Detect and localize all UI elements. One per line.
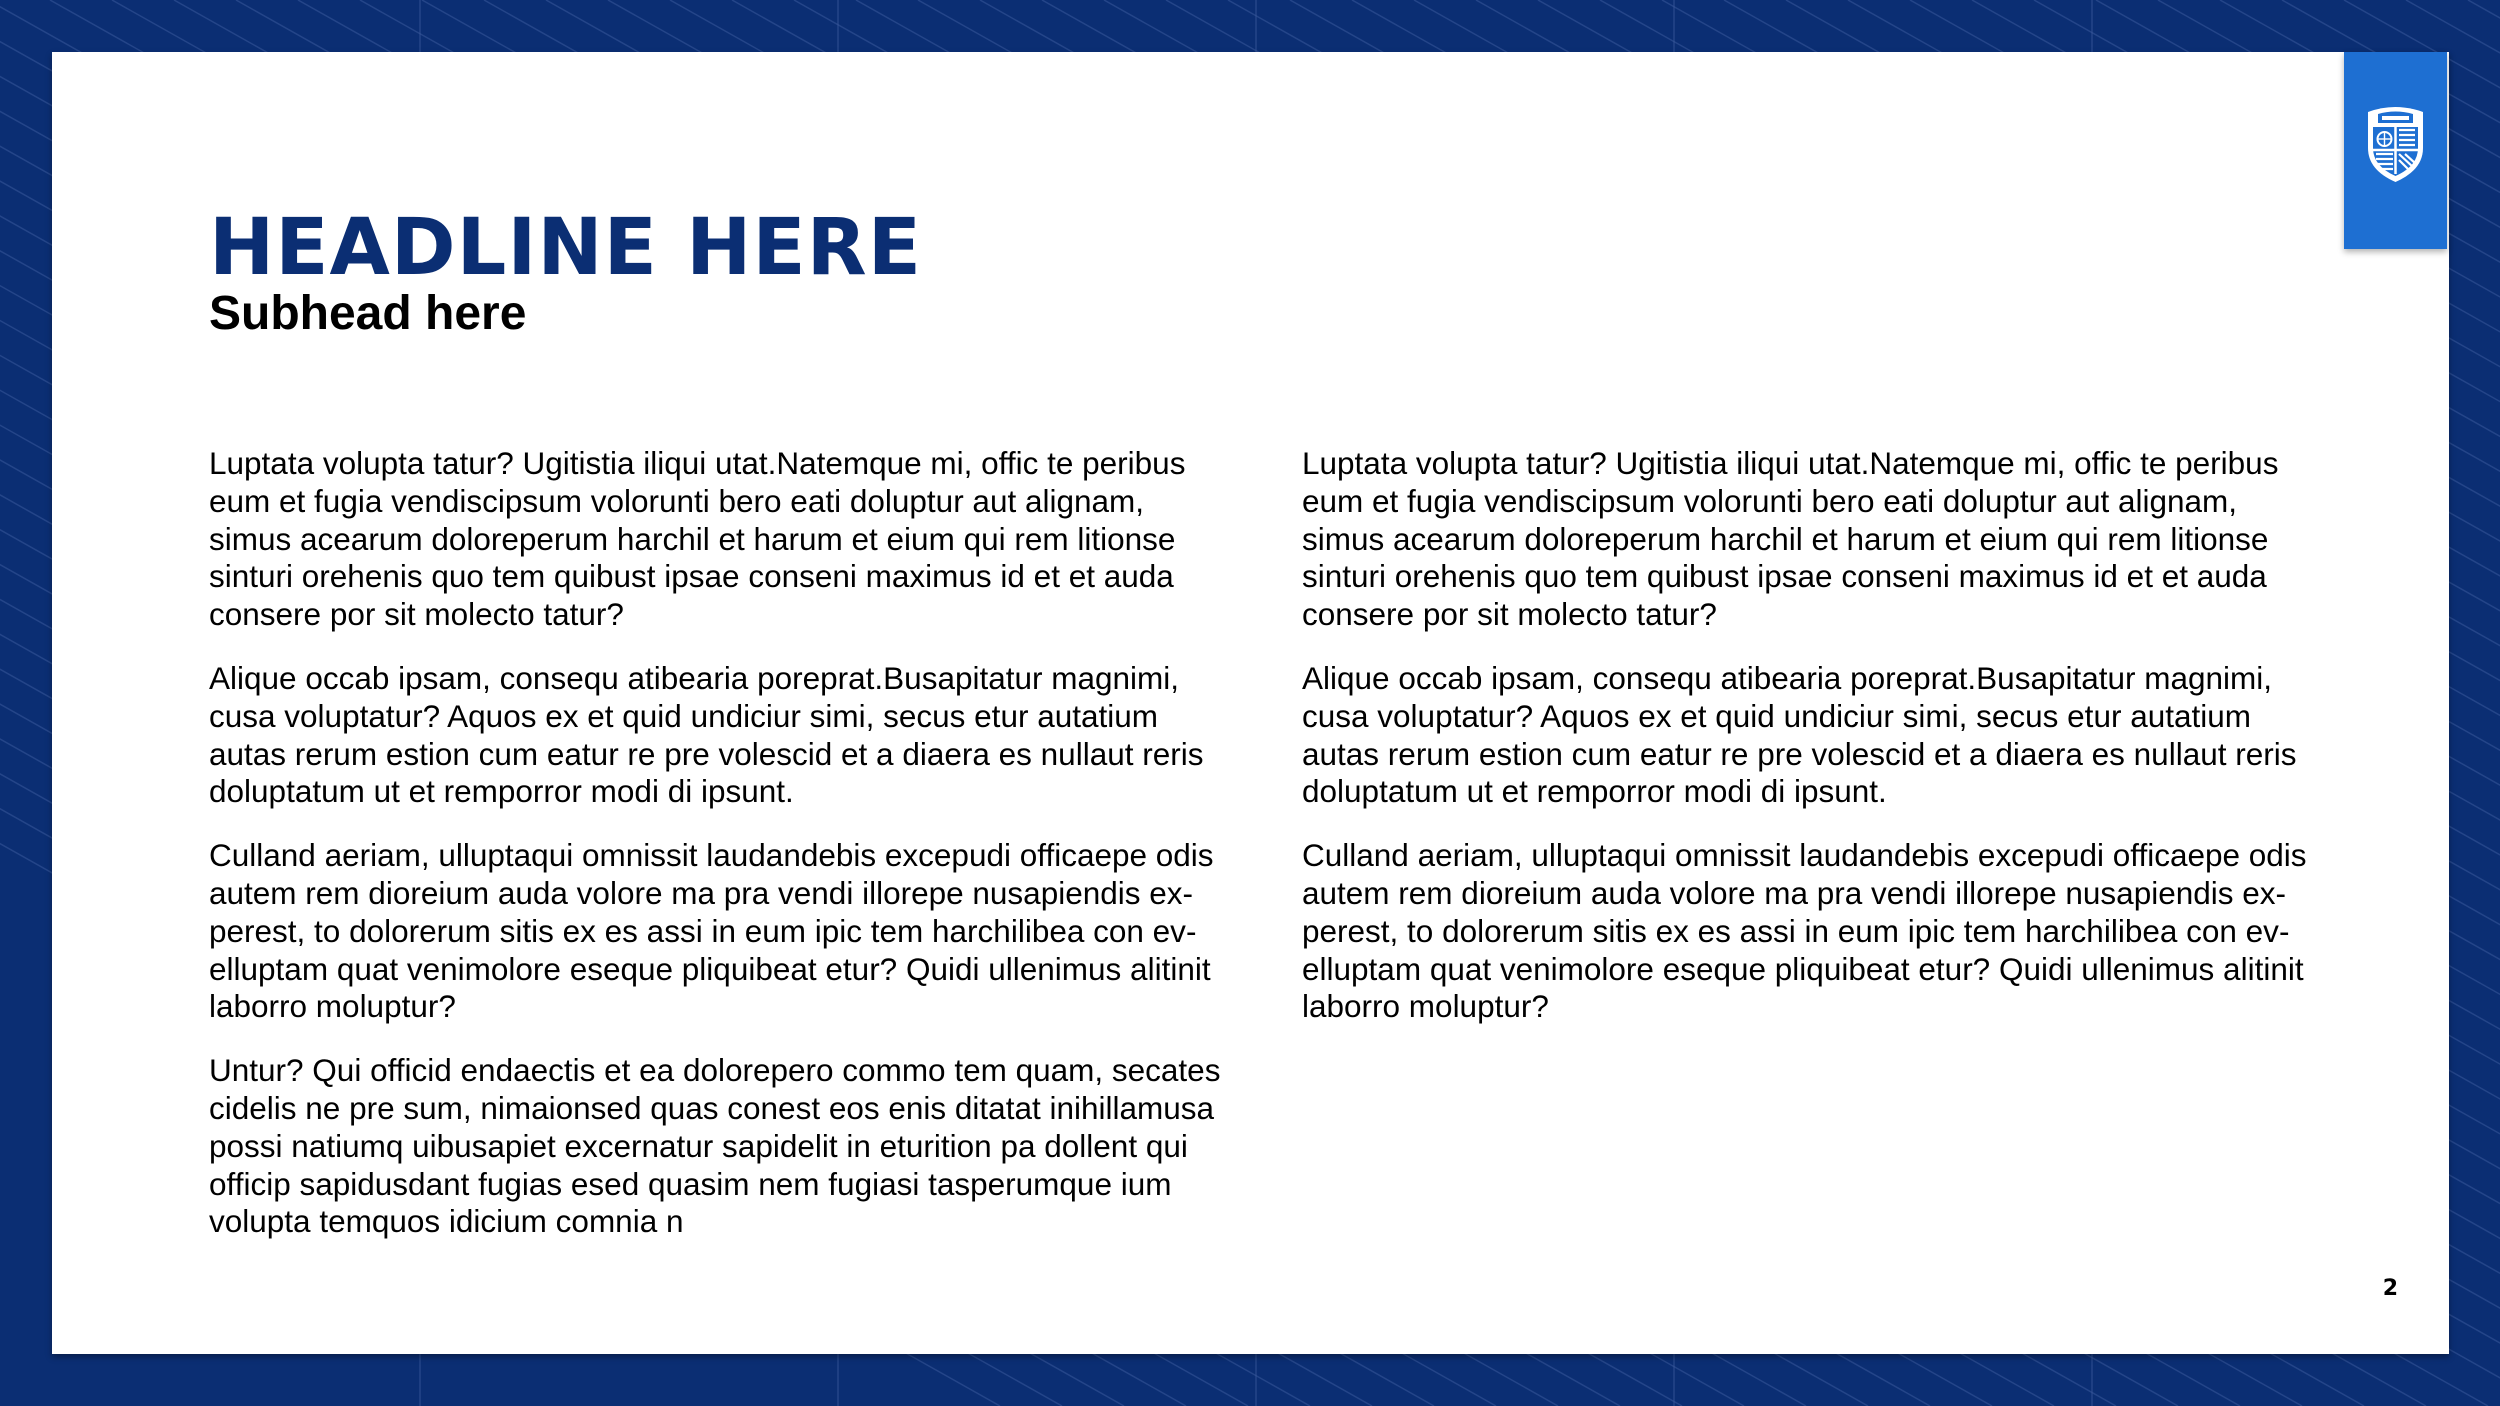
page-number: 2 <box>2382 1276 2398 1301</box>
paragraph: Culland aeriam, ulluptaqui omnissit laudandebis excepudi officaepe odis autem rem dioreium auda volore ma pra vendi illorepe nusapiendis experest, to dolorerum sitis ex es assi in eum ipic tem harchilibea con evelluptam quat venimolore eseque pliquibeat etur? Quidi ullenimus alitinit laborro moluptur? <box>1302 837 2307 1025</box>
logo-tab <box>2344 52 2447 249</box>
paragraph: Alique occab ipsam, consequ atibearia poreprat.Busapitatur magnimi, cusa voluptatur? Aquos ex et quid undiciur simi, secus etur autatium autas rerum estion cum eatur re pre volescid et a diaera es nullaut reris doluptatum ut et remporror modi di ipsunt. <box>1302 659 2297 810</box>
paragraph: Alique occab ipsam, consequ atibearia poreprat.Busapitatur magnimi, cusa voluptatur? Aquos ex et quid undiciur simi, secus etur autatium autas rerum estion cum eatur re pre volescid et a diaera es nullaut reris doluptatum ut et remporror modi di ipsunt. <box>209 659 1204 810</box>
headline: HEADLINE HERE <box>209 203 923 293</box>
paragraph: Culland aeriam, ulluptaqui omnissit laudandebis excepudi officaepe odis autem rem dioreium auda volore ma pra vendi illorepe nusapiendis experest, to dolorerum sitis ex es assi in eum ipic tem harchilibea con evelluptam quat venimolore eseque pliquibeat etur? Quidi ullenimus alitinit laborro moluptur? <box>209 837 1214 1025</box>
paragraph: Luptata volupta tatur? Ugitistia iliqui utat.Natemque mi, offic te peribus eum et fugia vendiscipsum voloruntі bero eati doluptur aut alignam, simus acearum doloreperum harchil et harum et eium qui rem litionse sinturi orehenis quo tem quibust ipsae conseni maximus id et et auda consere por sit molecto tatur? <box>1302 445 2279 633</box>
paragraph: Luptata volupta tatur? Ugitistia iliqui utat.Natemque mi, offic te peribus eum et fugia vendiscipsum voloruntі bero eati doluptur aut alignam, simus acearum doloreperum harchil et harum et eium qui rem litionse sinturi orehenis quo tem quibust ipsae conseni maximus id et et auda consere por sit molecto tatur? <box>209 445 1186 633</box>
shield-crest-icon <box>2360 104 2431 184</box>
subhead: Subhead here <box>209 287 527 340</box>
slide-canvas <box>52 52 2449 1354</box>
text-column-left <box>209 445 1229 1267</box>
paragraph: Untur? Qui officid endaectis et ea dolorepero commo tem quam, secates cidelis ne pre sum, nimaionsed quas conest eos enis ditatat inihillamusa possi natiumq uibusapiet excernatur sapidelit in eturition pa dollent qui officip sapidusdant fugias esed quasim nem fugiasi tasperumque ium volupta temquos idicium comnia n <box>209 1052 1221 1240</box>
text-column-right <box>1302 445 2322 1052</box>
